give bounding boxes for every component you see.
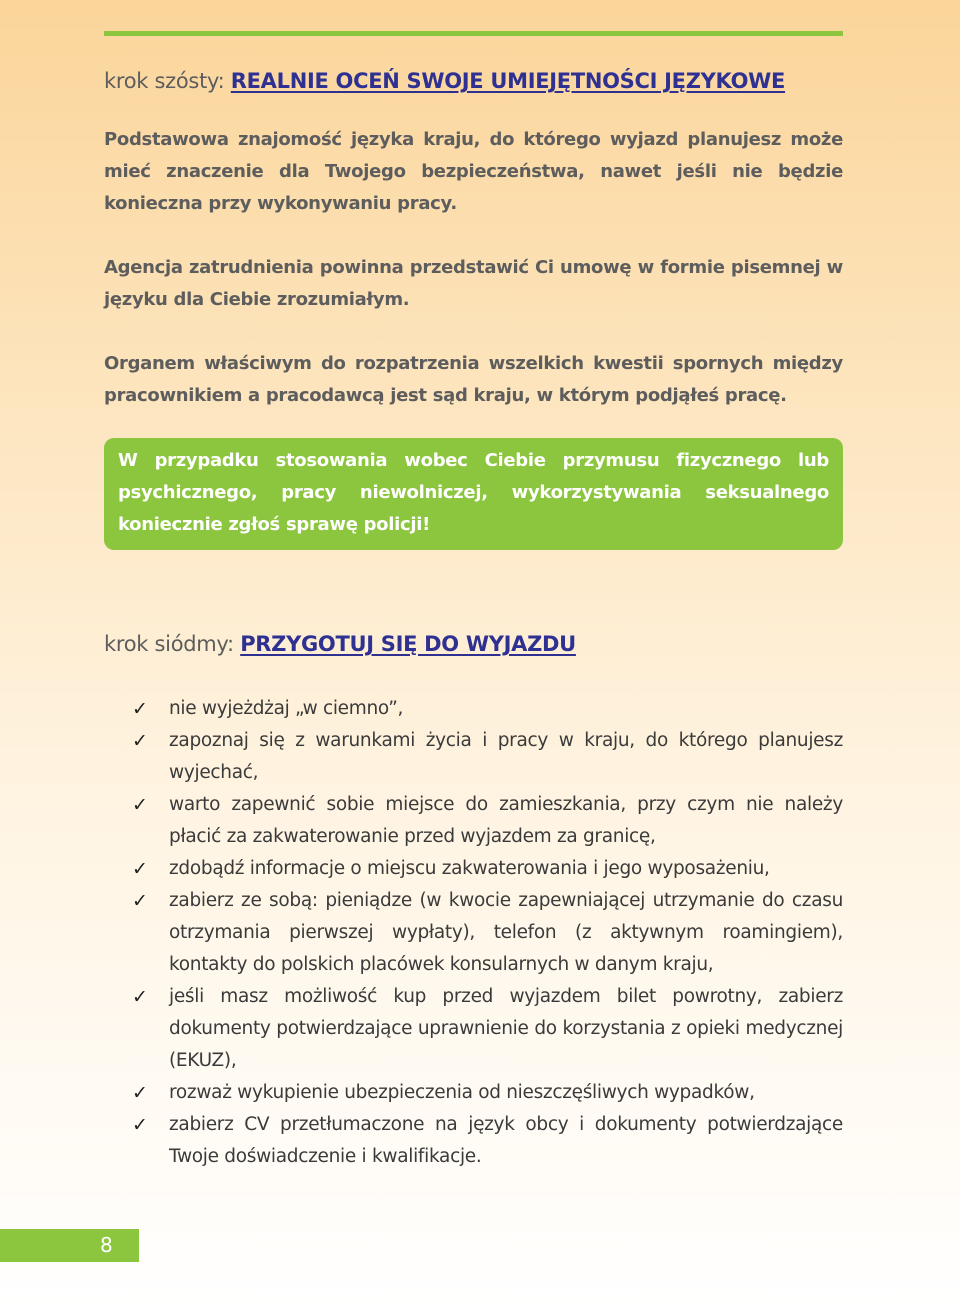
- list-item: [132, 853, 843, 885]
- list-item-text: zabierz ze sobą: pieniądze (w kwocie zapewniającej utrzymanie do czasu otrzymania pierwszej wypłaty), telefon (z aktywnym roamingiem), kontakty do polskich placówek konsularnych w danym kraju,: [169, 890, 843, 975]
- checkmark-icon: ✓: [132, 1114, 148, 1136]
- list-item-text: zapoznaj się z warunkami życia i pracy w kraju, do którego planujesz wyjechać,: [169, 730, 843, 783]
- list-item-text: zdobądź informacje o miejscu zakwaterowania i jego wyposażeniu,: [169, 858, 770, 879]
- police-alert-text: W przypadku stosowania wobec Ciebie przymusu fizycznego lub psychicznego, pracy niewolniczej, wykorzystywania seksualnego koniecznie zgłoś sprawę policji!: [118, 450, 829, 535]
- page-number: 8: [100, 1233, 113, 1257]
- list-item-text: jeśli masz możliwość kup przed wyjazdem bilet powrotny, zabierz dokumenty potwierdzające uprawnienie do korzystania z opieki medycznej (EKUZ),: [169, 986, 843, 1071]
- list-item-text: rozważ wykupienie ubezpieczenia od nieszczęśliwych wypadków,: [169, 1082, 755, 1103]
- page-number-tab: [0, 1229, 139, 1262]
- step-seven-title: PRZYGOTUJ SIĘ DO WYJAZDU: [240, 632, 576, 656]
- checkmark-icon: ✓: [132, 698, 148, 720]
- list-item: [132, 885, 843, 981]
- list-item-text: zabierz CV przetłumaczone na język obcy i dokumenty potwierdzające Twoje doświadczenie i kwalifikacje.: [169, 1114, 843, 1167]
- checkmark-icon: ✓: [132, 1082, 148, 1104]
- list-item: [132, 789, 843, 853]
- checkmark-icon: ✓: [132, 890, 148, 912]
- step-seven-heading: [104, 632, 576, 656]
- step-seven-prefix: krok siódmy:: [104, 632, 241, 656]
- language-paragraph: Podstawowa znajomość języka kraju, do którego wyjazd planujesz może mieć znaczenie dla Twojego bezpieczeństwa, nawet jeśli nie będzie konieczna przy wykonywaniu pracy.: [104, 129, 843, 214]
- police-alert-box: [104, 438, 843, 550]
- step-six-prefix: krok szósty:: [104, 69, 231, 93]
- list-item: [132, 1109, 843, 1173]
- list-item: [132, 1077, 843, 1109]
- list-item-text: nie wyjeżdżaj „w ciemno”,: [169, 698, 404, 719]
- top-divider: [104, 31, 843, 36]
- step-six-title: REALNIE OCEŃ SWOJE UMIEJĘTNOŚCI JĘZYKOWE: [230, 69, 786, 93]
- preparation-checklist: [132, 693, 843, 1173]
- checkmark-icon: ✓: [132, 794, 148, 816]
- court-paragraph: Organem właściwym do rozpatrzenia wszelkich kwestii spornych między pracownikiem a pracodawcą jest sąd kraju, w którym podjąłeś pracę.: [104, 353, 843, 406]
- step-six-heading: [104, 69, 785, 93]
- list-item: [132, 693, 843, 725]
- checkmark-icon: ✓: [132, 730, 148, 752]
- list-item: [132, 981, 843, 1077]
- agency-contract-paragraph: Agencja zatrudnienia powinna przedstawić Ci umowę w formie pisemnej w języku dla Ciebie zrozumiałym.: [104, 257, 843, 310]
- list-item: [132, 725, 843, 789]
- list-item-text: warto zapewnić sobie miejsce do zamieszkania, przy czym nie należy płacić za zakwaterowanie przed wyjazdem za granicę,: [169, 794, 843, 847]
- checkmark-icon: ✓: [132, 986, 148, 1008]
- checkmark-icon: ✓: [132, 858, 148, 880]
